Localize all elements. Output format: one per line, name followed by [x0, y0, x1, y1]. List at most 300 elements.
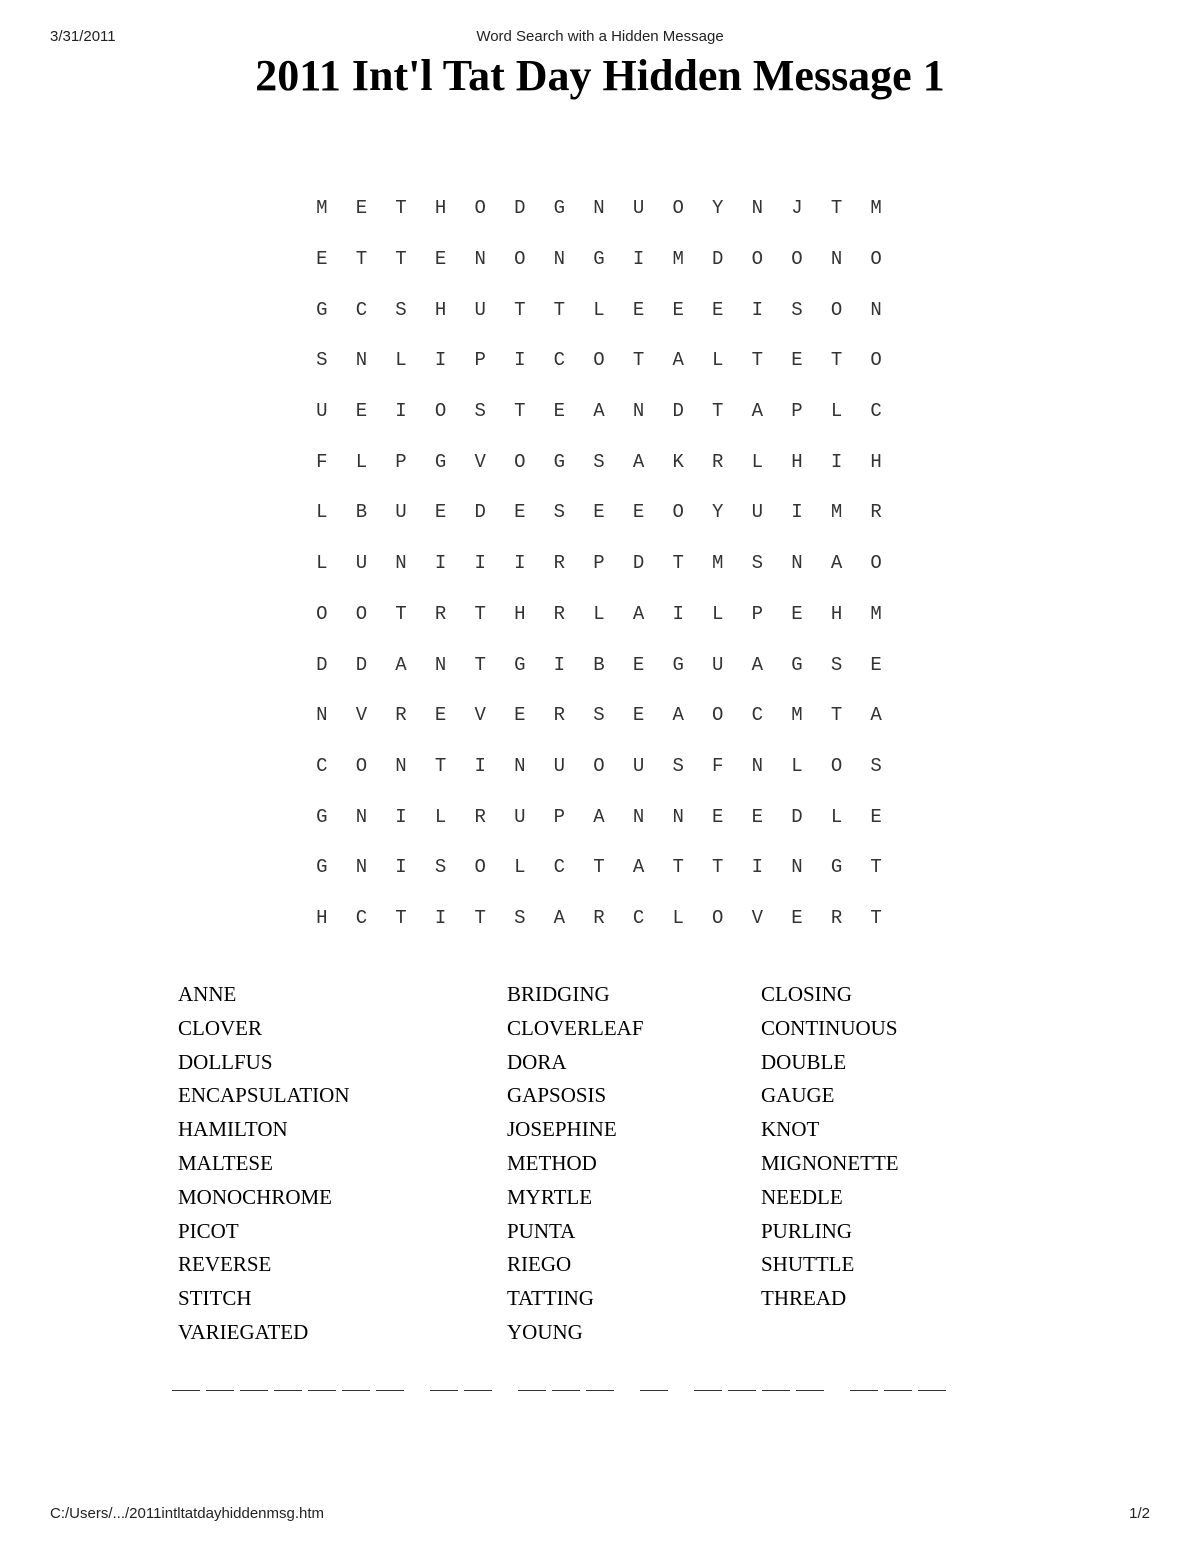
grid-letter: E	[791, 349, 803, 372]
word-list-item: METHOD	[507, 1150, 597, 1175]
grid-letter: R	[474, 805, 486, 828]
grid-letter: E	[632, 298, 645, 321]
grid-letter: E	[514, 501, 526, 524]
grid-letter: R	[593, 906, 605, 929]
grid-letter: T	[632, 349, 645, 372]
grid-letter: P	[395, 450, 407, 473]
grid-letter: O	[474, 856, 486, 879]
grid-row	[302, 690, 896, 741]
letter-blank	[762, 1372, 790, 1391]
grid-letter: R	[712, 450, 724, 473]
grid-letter: T	[355, 248, 368, 271]
grid-letter: D	[514, 197, 526, 220]
grid-letter: R	[434, 602, 447, 625]
grid-letter: U	[712, 653, 724, 676]
letter-blank	[694, 1372, 722, 1391]
word-list-item: PURLING	[761, 1218, 853, 1243]
grid-letter: H	[316, 906, 328, 929]
grid-letter: G	[434, 450, 447, 473]
word-list-item: MIGNONETTE	[761, 1150, 899, 1175]
letter-blank	[518, 1372, 546, 1391]
grid-letter: D	[791, 805, 803, 828]
grid-letter: L	[316, 552, 328, 575]
grid-letter: T	[474, 602, 486, 625]
grid-letter: P	[593, 552, 605, 575]
grid-letter: I	[514, 552, 526, 575]
grid-letter: U	[514, 805, 526, 828]
grid-letter: S	[316, 349, 328, 372]
grid-letter: E	[712, 805, 724, 828]
grid-letter: I	[395, 856, 407, 879]
grid-letter: S	[434, 856, 447, 879]
grid-letter: D	[474, 501, 486, 524]
grid-letter: C	[751, 704, 764, 727]
word-list-item: PUNTA	[507, 1218, 576, 1243]
grid-row	[302, 893, 896, 944]
grid-letter: N	[791, 552, 803, 575]
grid-letter: E	[632, 653, 645, 676]
grid-letter: M	[791, 704, 803, 727]
blank-word-group	[430, 1372, 498, 1391]
word-list-item: GAUGE	[761, 1083, 835, 1108]
blank-word-group	[640, 1372, 674, 1391]
grid-letter: P	[751, 602, 764, 625]
grid-letter: G	[514, 653, 526, 676]
grid-row	[302, 183, 896, 234]
word-list-item: THREAD	[761, 1286, 847, 1311]
grid-letter: E	[632, 501, 645, 524]
grid-letter: S	[553, 501, 566, 524]
grid-letter: I	[474, 754, 486, 777]
grid-letter: E	[712, 298, 724, 321]
grid-letter: R	[830, 906, 843, 929]
grid-letter: D	[712, 248, 724, 271]
grid-letter: G	[316, 805, 328, 828]
grid-letter: A	[672, 349, 684, 372]
grid-letter: T	[553, 298, 566, 321]
word-list-column-2	[507, 980, 644, 1352]
word-list-item: CLOVERLEAF	[507, 1015, 644, 1040]
word-list-item: RIEGO	[507, 1252, 572, 1277]
grid-letter: L	[712, 349, 724, 372]
grid-row	[302, 842, 896, 893]
grid-letter: C	[553, 856, 566, 879]
grid-letter: C	[355, 298, 368, 321]
grid-letter: H	[434, 197, 447, 220]
grid-letter: K	[672, 450, 684, 473]
letter-blank	[552, 1372, 580, 1391]
grid-letter: G	[830, 856, 843, 879]
grid-letter: G	[553, 450, 566, 473]
grid-letter: B	[593, 653, 605, 676]
word-list-item: JOSEPHINE	[507, 1117, 617, 1142]
word-list-item: ENCAPSULATION	[178, 1083, 350, 1108]
grid-letter: P	[474, 349, 486, 372]
grid-row	[302, 386, 896, 437]
grid-letter: L	[751, 450, 764, 473]
grid-letter: O	[434, 400, 447, 423]
print-page-number: 1/2	[1129, 1505, 1150, 1522]
print-date: 3/31/2011	[50, 28, 116, 45]
grid-letter: O	[830, 754, 843, 777]
grid-letter: F	[712, 754, 724, 777]
word-list-column-1	[178, 980, 350, 1352]
grid-letter: U	[395, 501, 407, 524]
grid-letter: E	[870, 653, 882, 676]
grid-letter: E	[593, 501, 605, 524]
word-list-item: ANNE	[178, 982, 237, 1006]
grid-letter: H	[870, 450, 882, 473]
grid-letter: L	[395, 349, 407, 372]
grid-letter: V	[355, 704, 368, 727]
blank-word-group	[172, 1372, 410, 1391]
grid-letter: T	[672, 552, 684, 575]
grid-letter: Y	[712, 197, 724, 220]
grid-letter: E	[434, 704, 447, 727]
grid-letter: T	[395, 906, 407, 929]
grid-letter: O	[870, 248, 882, 271]
grid-letter: A	[632, 602, 645, 625]
grid-letter: E	[672, 298, 684, 321]
grid-letter: I	[395, 805, 407, 828]
grid-letter: V	[474, 450, 486, 473]
grid-letter: O	[712, 906, 724, 929]
grid-letter: O	[514, 450, 526, 473]
grid-letter: S	[474, 400, 486, 423]
grid-letter: D	[672, 400, 684, 423]
grid-letter: I	[791, 501, 803, 524]
grid-letter: N	[672, 805, 684, 828]
grid-letter: I	[830, 450, 843, 473]
grid-letter: L	[593, 298, 605, 321]
grid-letter: E	[632, 704, 645, 727]
grid-letter: O	[514, 248, 526, 271]
grid-letter: L	[355, 450, 368, 473]
grid-letter: O	[751, 248, 764, 271]
grid-letter: H	[514, 602, 526, 625]
print-page-title: Word Search with a Hidden Message	[476, 28, 724, 45]
grid-row	[302, 284, 896, 335]
grid-letter: D	[316, 653, 328, 676]
grid-letter: E	[434, 248, 447, 271]
grid-letter: T	[593, 856, 605, 879]
grid-letter: T	[830, 704, 843, 727]
grid-row	[302, 741, 896, 792]
grid-letter: H	[791, 450, 803, 473]
word-list-item: CLOVER	[178, 1015, 262, 1040]
grid-letter: T	[395, 248, 407, 271]
grid-letter: T	[870, 906, 882, 929]
grid-row	[302, 538, 896, 589]
word-list-item: SHUTTLE	[761, 1252, 855, 1277]
grid-letter: N	[751, 197, 764, 220]
grid-letter: T	[870, 856, 882, 879]
word-list-item: DOLLFUS	[178, 1049, 273, 1074]
grid-letter: E	[553, 400, 566, 423]
grid-letter: A	[395, 653, 407, 676]
grid-letter: S	[593, 450, 605, 473]
grid-letter: I	[434, 906, 447, 929]
word-list-item: VARIEGATED	[178, 1319, 309, 1344]
grid-letter: R	[870, 501, 882, 524]
grid-letter: S	[870, 754, 882, 777]
word-list-item: DORA	[507, 1049, 567, 1074]
grid-letter: R	[553, 602, 566, 625]
grid-letter: N	[870, 298, 882, 321]
grid-letter: S	[593, 704, 605, 727]
grid-row	[302, 589, 896, 640]
grid-letter: G	[791, 653, 803, 676]
letter-blank	[172, 1372, 200, 1391]
grid-letter: M	[672, 248, 684, 271]
grid-letter: D	[632, 552, 645, 575]
grid-letter: G	[316, 298, 328, 321]
grid-letter: O	[870, 349, 882, 372]
grid-letter: B	[355, 501, 368, 524]
grid-letter: A	[751, 400, 764, 423]
grid-letter: N	[751, 754, 764, 777]
word-list-column-3	[761, 980, 899, 1318]
grid-letter: O	[672, 501, 684, 524]
hidden-message-blanks	[172, 1372, 972, 1391]
grid-letter: N	[553, 248, 566, 271]
grid-letter: O	[791, 248, 803, 271]
grid-letter: V	[751, 906, 764, 929]
letter-blank	[918, 1372, 946, 1391]
grid-letter: L	[830, 805, 843, 828]
word-list-item: REVERSE	[178, 1252, 272, 1277]
grid-letter: S	[672, 754, 684, 777]
word-list-item: BRIDGING	[507, 982, 610, 1006]
grid-letter: U	[355, 552, 368, 575]
grid-letter: T	[434, 754, 447, 777]
grid-letter: G	[672, 653, 684, 676]
grid-letter: M	[870, 602, 882, 625]
word-list-item: MYRTLE	[507, 1184, 593, 1209]
grid-letter: E	[791, 906, 803, 929]
letter-blank	[240, 1372, 268, 1391]
grid-letter: P	[553, 805, 566, 828]
grid-letter: A	[870, 704, 882, 727]
grid-letter: N	[830, 248, 843, 271]
grid-letter: S	[395, 298, 407, 321]
grid-letter: L	[316, 501, 328, 524]
grid-letter: E	[434, 501, 447, 524]
grid-letter: S	[830, 653, 843, 676]
grid-letter: I	[395, 400, 407, 423]
grid-letter: U	[316, 400, 328, 423]
grid-letter: M	[830, 501, 843, 524]
grid-letter: M	[870, 197, 882, 220]
grid-letter: A	[830, 552, 843, 575]
grid-letter: R	[395, 704, 407, 727]
grid-letter: L	[830, 400, 843, 423]
grid-letter: N	[593, 197, 605, 220]
grid-letter: C	[355, 906, 368, 929]
grid-letter: G	[316, 856, 328, 879]
grid-letter: O	[355, 602, 368, 625]
grid-letter: I	[672, 602, 684, 625]
letter-blank	[796, 1372, 824, 1391]
blank-word-group	[518, 1372, 620, 1391]
grid-letter: L	[791, 754, 803, 777]
grid-letter: O	[830, 298, 843, 321]
grid-letter: I	[751, 856, 764, 879]
grid-letter: N	[434, 653, 447, 676]
letter-blank	[728, 1372, 756, 1391]
grid-letter: A	[672, 704, 684, 727]
word-search-grid	[302, 183, 896, 943]
grid-letter: S	[791, 298, 803, 321]
grid-letter: J	[791, 197, 803, 220]
grid-letter: A	[593, 400, 605, 423]
grid-letter: O	[316, 602, 328, 625]
grid-letter: L	[712, 602, 724, 625]
grid-letter: A	[632, 856, 645, 879]
grid-letter: E	[514, 704, 526, 727]
grid-letter: N	[395, 552, 407, 575]
grid-letter: H	[830, 602, 843, 625]
grid-letter: T	[395, 602, 407, 625]
word-list-item: CLOSING	[761, 982, 853, 1006]
grid-row	[302, 335, 896, 386]
grid-letter: T	[712, 856, 724, 879]
grid-letter: O	[593, 349, 605, 372]
grid-letter: N	[355, 805, 368, 828]
grid-letter: V	[474, 704, 486, 727]
grid-letter: S	[751, 552, 764, 575]
document-title: 2011 Int'l Tat Day Hidden Message 1	[255, 51, 945, 100]
grid-letter: N	[474, 248, 486, 271]
grid-letter: E	[870, 805, 882, 828]
grid-letter: T	[751, 349, 764, 372]
word-list-item: STITCH	[178, 1286, 252, 1311]
letter-blank	[464, 1372, 492, 1391]
letter-blank	[586, 1372, 614, 1391]
grid-letter: C	[870, 400, 882, 423]
letter-blank	[850, 1372, 878, 1391]
grid-letter: R	[553, 704, 566, 727]
letter-blank	[274, 1372, 302, 1391]
word-list-item: PICOT	[178, 1218, 239, 1243]
word-list-item: MALTESE	[178, 1150, 273, 1175]
grid-letter: I	[434, 349, 447, 372]
word-list-item: DOUBLE	[761, 1049, 847, 1074]
grid-letter: T	[830, 197, 843, 220]
grid-letter: O	[870, 552, 882, 575]
grid-letter: T	[514, 298, 526, 321]
grid-letter: T	[395, 197, 407, 220]
word-list-item: MONOCHROME	[178, 1184, 333, 1209]
grid-row	[302, 487, 896, 538]
grid-letter: E	[355, 197, 368, 220]
letter-blank	[342, 1372, 370, 1391]
grid-letter: N	[355, 349, 368, 372]
grid-letter: T	[830, 349, 843, 372]
grid-letter: O	[672, 197, 684, 220]
grid-letter: I	[514, 349, 526, 372]
grid-letter: G	[553, 197, 566, 220]
grid-letter: P	[791, 400, 803, 423]
letter-blank	[884, 1372, 912, 1391]
grid-letter: O	[355, 754, 368, 777]
grid-letter: O	[712, 704, 724, 727]
blank-word-group	[850, 1372, 952, 1391]
grid-letter: N	[316, 704, 328, 727]
grid-letter: G	[593, 248, 605, 271]
grid-letter: T	[672, 856, 684, 879]
blank-word-group	[694, 1372, 830, 1391]
grid-letter: C	[316, 754, 328, 777]
grid-letter: L	[514, 856, 526, 879]
grid-letter: T	[514, 400, 526, 423]
letter-blank	[430, 1372, 458, 1391]
grid-letter: O	[593, 754, 605, 777]
grid-letter: O	[474, 197, 486, 220]
grid-letter: U	[632, 754, 645, 777]
grid-letter: I	[632, 248, 645, 271]
grid-letter: A	[553, 906, 566, 929]
grid-letter: D	[355, 653, 368, 676]
grid-letter: U	[751, 501, 764, 524]
grid-letter: E	[355, 400, 368, 423]
grid-letter: E	[791, 602, 803, 625]
word-list-item: HAMILTON	[178, 1117, 288, 1142]
grid-letter: E	[751, 805, 764, 828]
grid-letter: L	[434, 805, 447, 828]
grid-letter: S	[514, 906, 526, 929]
grid-letter: N	[632, 805, 645, 828]
letter-blank	[206, 1372, 234, 1391]
grid-letter: I	[434, 552, 447, 575]
grid-letter: L	[593, 602, 605, 625]
grid-letter: U	[474, 298, 486, 321]
grid-letter: A	[593, 805, 605, 828]
grid-letter: T	[712, 400, 724, 423]
letter-blank	[640, 1372, 668, 1391]
grid-letter: M	[316, 197, 328, 220]
word-list-item: NEEDLE	[761, 1184, 843, 1209]
grid-letter: T	[474, 653, 486, 676]
grid-letter: I	[553, 653, 566, 676]
letter-blank	[308, 1372, 336, 1391]
grid-letter: T	[474, 906, 486, 929]
grid-letter: U	[632, 197, 645, 220]
grid-letter: C	[553, 349, 566, 372]
grid-letter: N	[395, 754, 407, 777]
grid-letter: F	[316, 450, 328, 473]
word-list-item: TATTING	[507, 1286, 594, 1311]
grid-row	[302, 234, 896, 285]
word-list-item: GAPSOSIS	[507, 1083, 607, 1108]
grid-letter: U	[553, 754, 566, 777]
grid-letter: N	[355, 856, 368, 879]
grid-letter: A	[632, 450, 645, 473]
grid-row	[302, 791, 896, 842]
grid-row	[302, 639, 896, 690]
grid-letter: R	[553, 552, 566, 575]
grid-letter: A	[751, 653, 764, 676]
grid-letter: E	[316, 248, 328, 271]
word-list-item: CONTINUOUS	[761, 1015, 898, 1040]
grid-letter: L	[672, 906, 684, 929]
word-list-item: KNOT	[761, 1117, 820, 1142]
letter-blank	[376, 1372, 404, 1391]
grid-letter: H	[434, 298, 447, 321]
word-list-item: YOUNG	[507, 1319, 583, 1344]
print-file-path: C:/Users/.../2011intltatdayhiddenmsg.htm	[50, 1505, 325, 1522]
grid-letter: I	[474, 552, 486, 575]
